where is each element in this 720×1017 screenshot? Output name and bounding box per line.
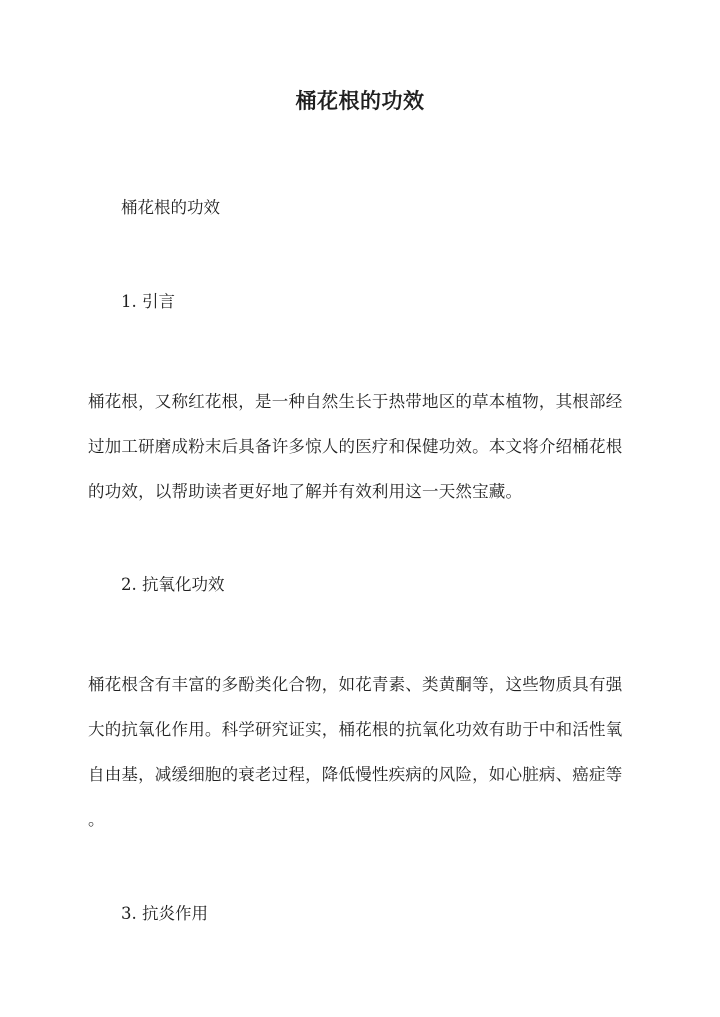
paragraph-line: 的功效，以帮助读者更好地了解并有效利用这一天然宝藏。 — [88, 482, 523, 501]
document-title: 桶花根的功效 — [295, 88, 425, 113]
paragraph-line: 自由基，减缓细胞的衰老过程，降低慢性疾病的风险，如心脏病、癌症等 — [88, 765, 623, 784]
paragraph-line: 过加工研磨成粉末后具备许多惊人的医疗和保健功效。本文将介绍桶花根 — [88, 437, 623, 456]
section-heading-introduction: 1. 引言 — [121, 292, 175, 311]
section-heading-antioxidant: 2. 抗氧化功效 — [121, 575, 225, 594]
paragraph-line: 桶花根含有丰富的多酚类化合物，如花青素、类黄酮等，这些物质具有强 — [88, 675, 623, 694]
section-heading-anti-inflammatory: 3. 抗炎作用 — [121, 904, 208, 923]
paragraph-line: 大的抗氧化作用。科学研究证实，桶花根的抗氧化功效有助于中和活性氧 — [88, 720, 623, 739]
paragraph-line: 。 — [88, 810, 105, 829]
document-subtitle: 桶花根的功效 — [121, 198, 220, 217]
paragraph-line: 桶花根，又称红花根，是一种自然生长于热带地区的草本植物，其根部经 — [88, 392, 623, 411]
